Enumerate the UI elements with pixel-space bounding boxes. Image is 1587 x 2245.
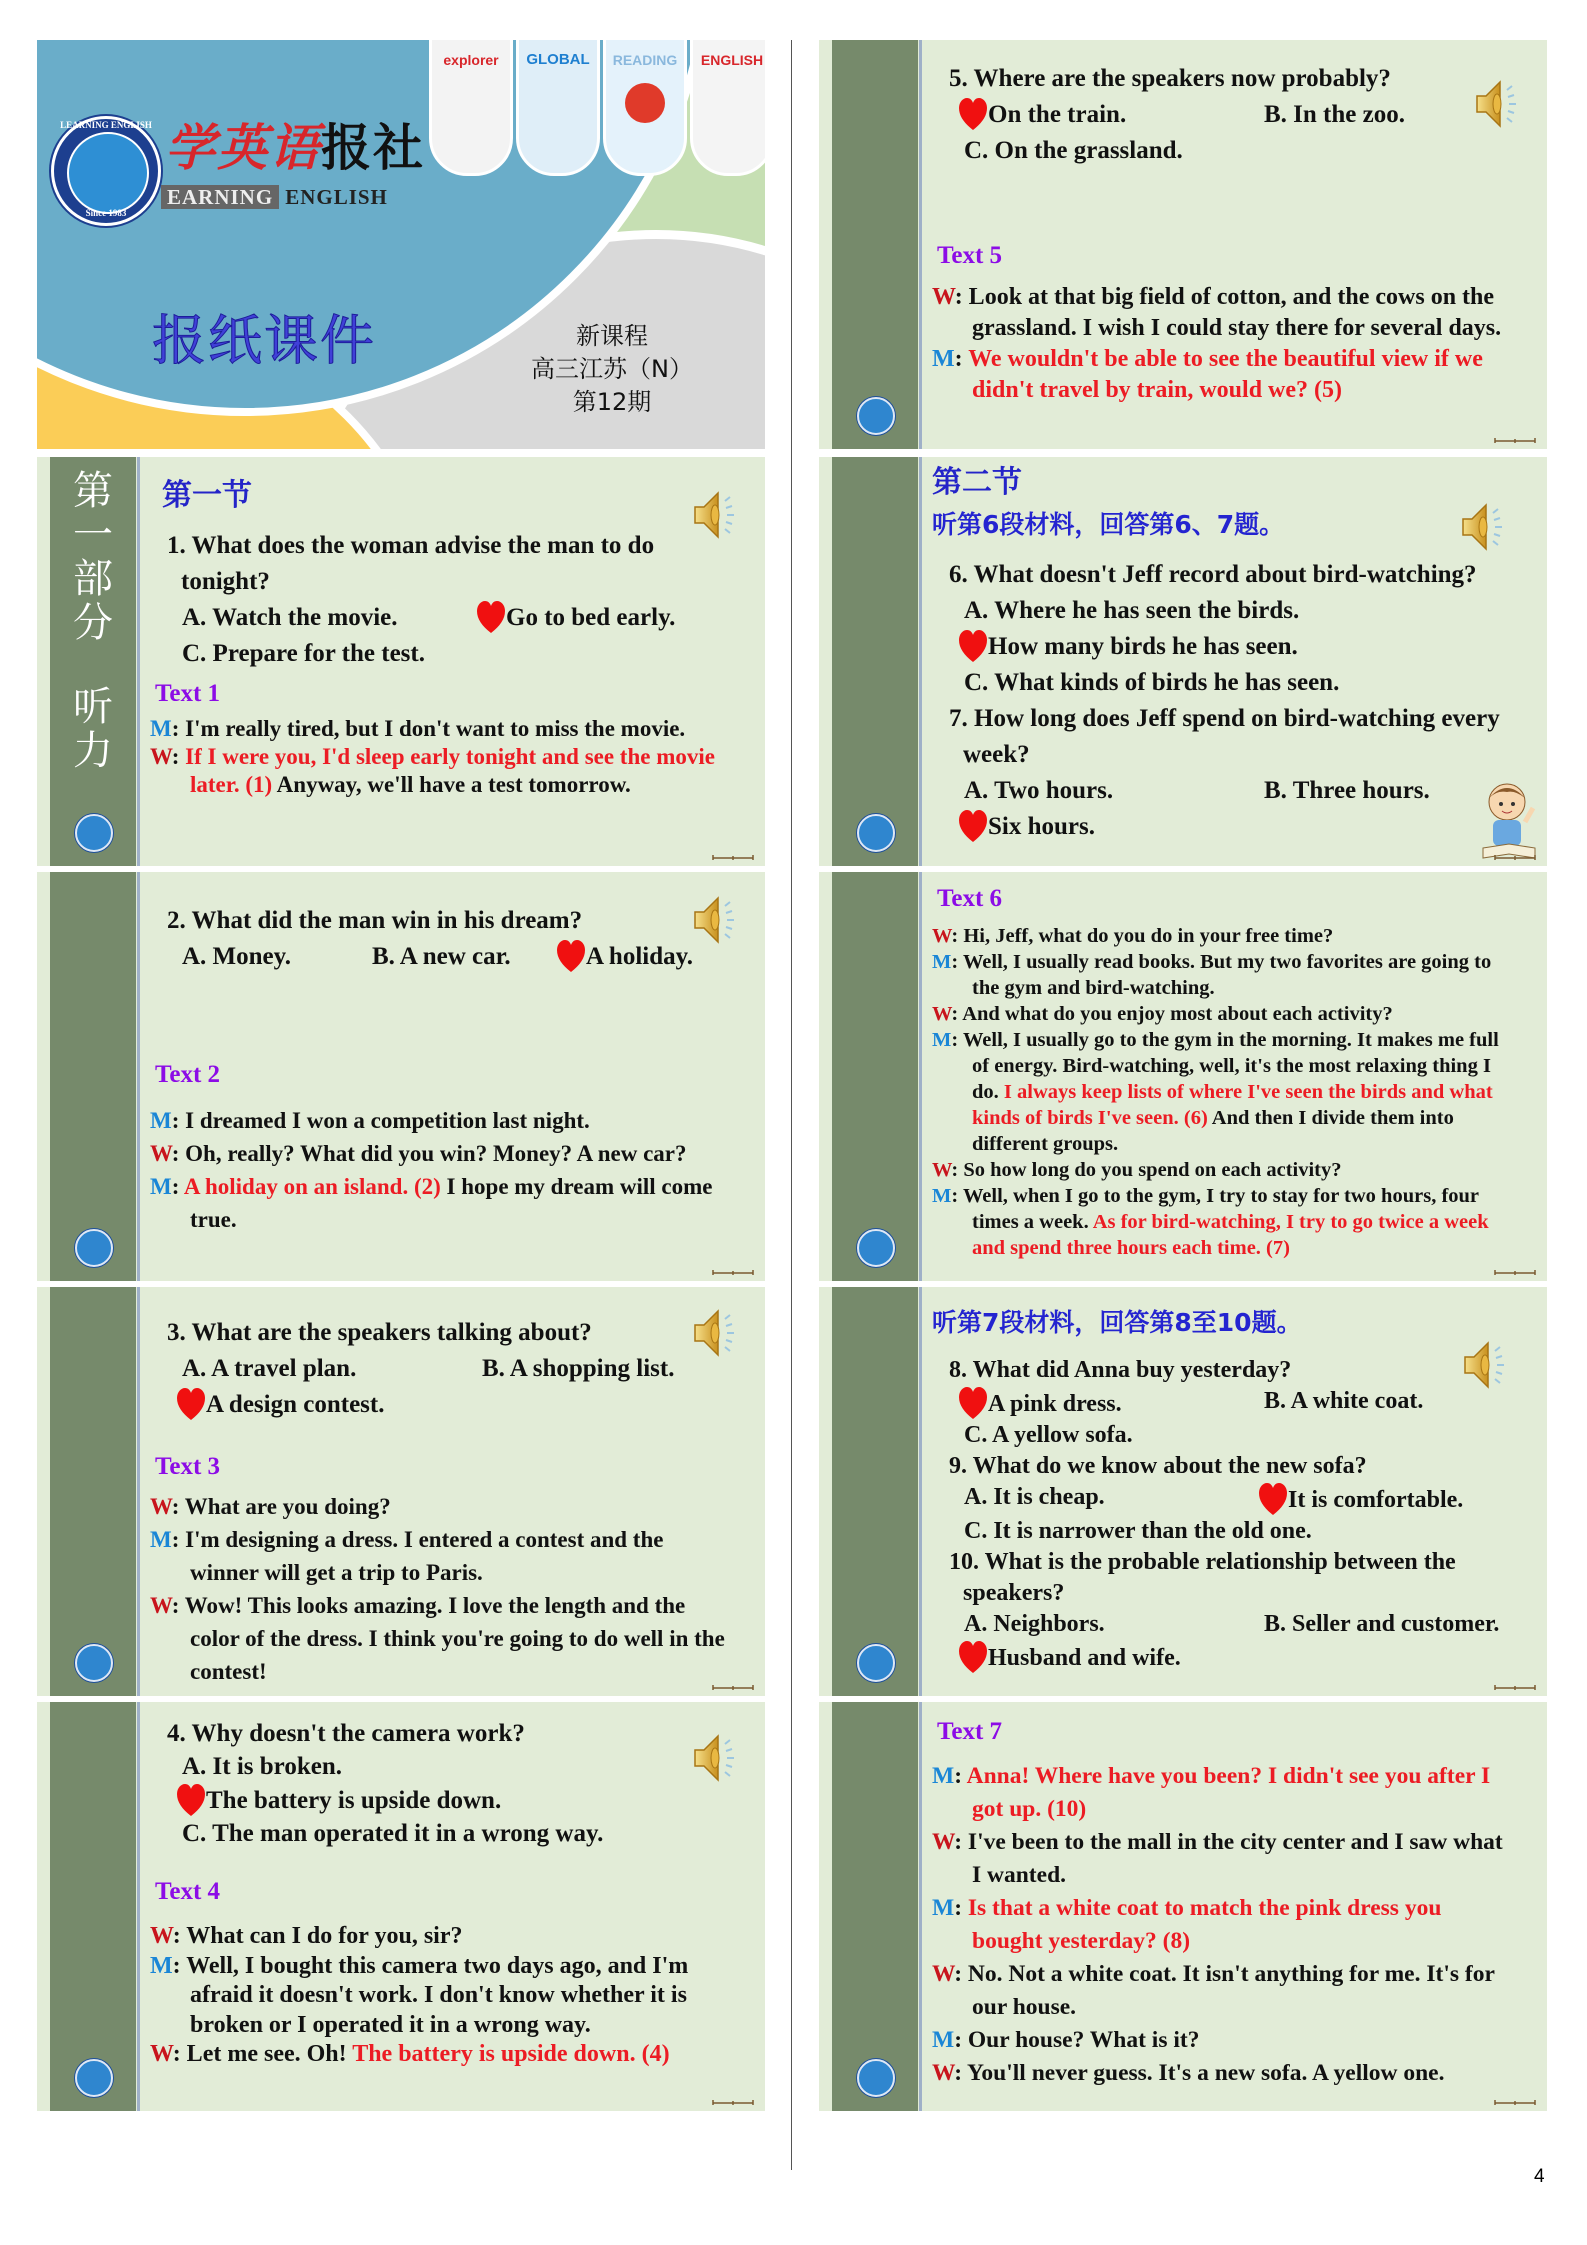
option[interactable] (1264, 1386, 1423, 1417)
instruction-heading: 听第6段材料，回答第6、7题。 (932, 510, 1285, 539)
option[interactable] (1264, 773, 1430, 809)
question-item (37, 903, 735, 975)
correct-option[interactable] (482, 600, 675, 636)
speaker-label: M (932, 1763, 955, 1789)
brand-name-black: 报社 (321, 120, 425, 176)
question-text: 4. Why doesn't the camera work? (167, 1720, 525, 1747)
logo-since-text: Since 1983 (85, 208, 127, 218)
dialogue-text: : (171, 744, 186, 769)
dialogue-line (819, 2024, 1517, 2057)
option-text: Go to bed early. (506, 604, 676, 631)
correct-answer-heart-icon (176, 1783, 206, 1817)
transcript-label: Text 1 (155, 680, 221, 707)
question-section (37, 903, 735, 975)
option-row (949, 1386, 1517, 1420)
option-text: B. A white coat. (1264, 1388, 1424, 1414)
transcript-label: Text 6 (937, 885, 1003, 912)
speaker-label: M (932, 1895, 955, 1921)
dialogue-line (37, 1490, 735, 1523)
question-text: 5. Where are the speakers now probably? (949, 65, 1391, 92)
speaker-label: W (150, 2041, 173, 2067)
newspaper-thumbnail (429, 40, 513, 176)
dialogue-line (819, 1027, 1517, 1157)
option-text: A. Watch the movie. (182, 604, 398, 631)
correct-answer-heart-icon (958, 97, 988, 131)
option-row (167, 1387, 735, 1423)
dialogue-text: : Oh, really? What did you win? Money? A new car? (171, 1141, 687, 1166)
return-nav-icon[interactable] (711, 1267, 755, 1277)
dialogue-text: And then I divide them into different groups. (972, 1107, 1454, 1155)
option-text: B. A shopping list. (482, 1355, 675, 1382)
speaker-label: W (150, 1923, 173, 1949)
option-text: A pink dress. (988, 1391, 1122, 1417)
correct-option[interactable] (1264, 1482, 1463, 1516)
question-text: 1. What does the woman advise the man to do tonight? (167, 532, 655, 595)
brand-name-en (161, 184, 388, 210)
option-text: B. Seller and customer. (1264, 1611, 1500, 1637)
course-type: 新课程 (576, 322, 648, 350)
part-label-char: 分 (73, 600, 113, 646)
speaker-label: W (932, 2060, 955, 2086)
brand-name-red: 学英语 (165, 120, 321, 176)
mascot-image (625, 83, 665, 123)
answer-evidence-text: Is that a white coat to match the pink dress you bought yesterday? (8) (967, 1895, 1442, 1954)
page-number: 4 (1534, 2166, 1545, 2187)
option[interactable] (182, 1750, 342, 1783)
masthead-text: READING (612, 52, 678, 68)
correct-answer-heart-icon (1258, 1482, 1288, 1516)
speaker-label: W (932, 284, 955, 310)
dialogue-text: I hope my dream will come true. (190, 1174, 713, 1232)
return-nav-icon[interactable] (711, 2097, 755, 2107)
brand-en-part1: EARNING (161, 185, 279, 209)
column-divider (791, 40, 792, 2170)
part-label-char: 一 (73, 512, 113, 558)
speaker-label: W (150, 1141, 172, 1166)
option-text: B. A new car. (372, 943, 511, 970)
newspaper-thumbnail (690, 40, 765, 176)
correct-option[interactable] (964, 97, 1264, 133)
dialogue-line (37, 1523, 735, 1589)
question-item (37, 1315, 735, 1423)
answer-evidence-text: A holiday on an island. (2) (183, 1174, 441, 1199)
return-nav-icon[interactable] (1493, 852, 1537, 862)
speaker-label: W (932, 1829, 955, 1855)
question-section (819, 1305, 1517, 1674)
option-row (167, 600, 735, 636)
dialogue-line (37, 1952, 735, 2041)
dialogue-text: : What can I do for you, sir? (172, 1923, 463, 1949)
section-heading: 第二节 (932, 465, 1022, 500)
transcript-section (819, 883, 1517, 1261)
dialogue-text: : Wow! This looks amazing. I love the length and the color of the dress. I think you're going to do well in the contest! (171, 1593, 725, 1684)
option-row (949, 593, 1517, 629)
speaker-label: M (150, 1527, 172, 1552)
transcript-label: Text 2 (155, 1061, 221, 1088)
dialogue-text: : (954, 1895, 968, 1921)
newspaper-thumbnail (603, 40, 687, 176)
dialogue-line (37, 1589, 735, 1688)
dialogue-line (819, 1958, 1517, 2024)
option-row (167, 1750, 735, 1783)
transcript-section (37, 1451, 735, 1688)
return-nav-icon[interactable] (711, 852, 755, 862)
dialogue-text: : I dreamed I won a competition last night. (171, 1108, 590, 1133)
slide (819, 1287, 1547, 1696)
speaker-label: W (932, 925, 952, 947)
return-nav-icon[interactable] (1493, 435, 1537, 445)
option-row (949, 629, 1517, 665)
correct-option[interactable] (964, 809, 1095, 845)
option[interactable] (964, 133, 1183, 169)
speaker-label: W (932, 1961, 955, 1987)
learning-english-logo (51, 116, 161, 226)
option[interactable] (964, 1609, 1264, 1640)
option[interactable] (482, 1351, 674, 1387)
dialogue-text: : Look at that big field of cotton, and the cows on the grassland. I wish I could stay there for several days. (954, 284, 1502, 341)
dialogue-text: : Let me see. Oh! (172, 2041, 353, 2067)
answer-evidence-text: The battery is upside down. (4) (352, 2041, 670, 2067)
answer-evidence-text: If I were you, I'd sleep early tonight and see the movie later. (1) (185, 744, 715, 797)
option-text: C. Prepare for the test. (182, 640, 425, 667)
dialogue-line (819, 282, 1517, 344)
return-nav-icon[interactable] (1493, 1267, 1537, 1277)
slide (37, 1287, 765, 1696)
option[interactable] (964, 1482, 1264, 1513)
dialogue-line (819, 2057, 1517, 2090)
question-text: 2. What did the man win in his dream? (167, 907, 583, 934)
correct-answer-heart-icon (958, 1640, 988, 1674)
option-text: Six hours. (988, 813, 1095, 840)
dialogue-line (819, 1157, 1517, 1183)
correct-answer-heart-icon (958, 629, 988, 663)
correct-option[interactable] (182, 1387, 384, 1423)
question-item (819, 557, 1517, 701)
speaker-label: W (932, 1003, 952, 1025)
correct-answer-heart-icon (556, 939, 586, 973)
dialogue-line (819, 1001, 1517, 1027)
correct-option[interactable] (182, 1783, 501, 1817)
transcript-section (37, 678, 735, 799)
dialogue-line (819, 923, 1517, 949)
instruction-heading: 听第7段材料，回答第8至10题。 (932, 1308, 1302, 1337)
part-label-char: 第 (73, 468, 113, 514)
issue-number: 第12期 (572, 388, 652, 416)
question-section (37, 476, 735, 672)
slide (819, 1702, 1547, 2111)
correct-option[interactable] (964, 1640, 1181, 1674)
question-text: 9. What do we know about the new sofa? (949, 1453, 1367, 1479)
transcript-section (37, 1059, 735, 1236)
answer-evidence-text: Anna! Where have you been? I didn't see you after I got up. (10) (966, 1763, 1491, 1822)
correct-option[interactable] (562, 939, 752, 975)
speaker-label: W (150, 744, 172, 769)
cover-slide (37, 40, 765, 449)
dialogue-line (37, 715, 735, 743)
answer-evidence-text: As for bird-watching, I try to go twice a week and spend three hours each time. (7) (972, 1211, 1489, 1259)
masthead-text: explorer (443, 52, 499, 68)
answer-evidence-text: We wouldn't be able to see the beautiful view if we didn't travel by train, would we? (5) (968, 346, 1483, 403)
logo-ring-text: LEARNING ENGLISH (60, 120, 152, 130)
dialogue-text: : Well, I usually go to the gym in the morning. It makes me full of energy. Bird-watching, well, it's the most relaxing thing I do. (951, 1029, 1499, 1103)
option-row (167, 1783, 735, 1817)
speaker-label: M (932, 1185, 952, 1207)
masthead-text: GLOBAL (526, 51, 590, 68)
section-heading: 第一节 (162, 478, 252, 513)
option-row (167, 1817, 735, 1850)
speaker-label: W (150, 1593, 172, 1618)
masthead-text: ENGLISH (700, 52, 764, 68)
question-text: 10. What is the probable relationship between the speakers? (949, 1549, 1456, 1606)
option-row (949, 773, 1517, 809)
section-label-char: 听 (73, 684, 113, 730)
correct-answer-heart-icon (476, 600, 506, 634)
option[interactable] (964, 593, 1299, 629)
option[interactable] (182, 600, 482, 636)
option-row (949, 1640, 1517, 1674)
option-text: C. The man operated it in a wrong way. (182, 1820, 604, 1847)
option-text: C. On the grassland. (964, 137, 1183, 164)
slide (37, 1702, 765, 2111)
option-text: A design contest. (206, 1391, 385, 1418)
correct-answer-heart-icon (958, 809, 988, 843)
option[interactable] (182, 939, 372, 975)
option-text: A. It is cheap. (964, 1484, 1105, 1510)
slide (819, 40, 1547, 449)
option-row (949, 1609, 1517, 1640)
correct-option[interactable] (964, 1386, 1264, 1420)
dialogue-line (819, 1892, 1517, 1958)
part-label-char: 部 (73, 556, 113, 602)
speaker-label: M (150, 716, 172, 741)
transcript-section (819, 240, 1517, 406)
transcript-label: Text 5 (937, 242, 1003, 269)
speaker-label: M (932, 1029, 952, 1051)
option-row (167, 636, 735, 672)
dialogue-line (37, 1170, 735, 1236)
speaker-label: M (150, 1174, 172, 1199)
grade-edition: 高三江苏（N） (531, 355, 693, 383)
dialogue-text: : Well, I usually read books. But my two favorites are going to the gym and bird-watching. (951, 951, 1492, 999)
question-text: 7. How long does Jeff spend on bird-watching every week? (949, 705, 1500, 768)
dialogue-line (37, 743, 735, 799)
slide (819, 872, 1547, 1281)
option-row (949, 133, 1517, 169)
dialogue-line (819, 1760, 1517, 1826)
transcript-label: Text 4 (155, 1878, 221, 1905)
question-item (819, 61, 1517, 169)
learning-english-logo-icon (75, 814, 113, 852)
question-section (37, 1315, 735, 1423)
question-item (819, 1547, 1517, 1674)
dialogue-text: : Well, I bought this camera two days ago, and I'm afraid it doesn't work. I don't know whether it is broken or I operated it in a wrong way. (172, 1952, 689, 2038)
option[interactable] (182, 1351, 482, 1387)
option-row (949, 1420, 1517, 1451)
option-text: How many birds he has seen. (988, 633, 1298, 660)
option[interactable] (964, 773, 1264, 809)
option[interactable] (964, 1516, 1312, 1547)
question-text: 3. What are the speakers talking about? (167, 1319, 592, 1346)
dialogue-line (37, 1104, 735, 1137)
slide (819, 457, 1547, 866)
course-title: 报纸课件 (152, 309, 376, 372)
option-text: C. It is narrower than the old one. (964, 1518, 1312, 1544)
option-row (949, 1516, 1517, 1547)
option-row (949, 809, 1517, 845)
cover-info (507, 320, 717, 419)
slide (37, 457, 765, 866)
option-text: B. In the zoo. (1264, 101, 1405, 128)
answer-evidence-text: I always keep lists of where I've seen the birds and what kinds of birds I've seen. (6) (972, 1081, 1493, 1129)
option-text: A holiday. (586, 943, 693, 970)
dialogue-line (819, 1826, 1517, 1892)
option-text: A. Money. (182, 943, 292, 970)
option-text: A. A travel plan. (182, 1355, 357, 1382)
newspaper-thumbnail (516, 40, 600, 176)
question-item (819, 1355, 1517, 1451)
dialogue-text: : You'll never guess. It's a new sofa. A yellow one. (954, 2060, 1445, 2086)
dialogue-text: : What are you doing? (171, 1494, 391, 1519)
transcript-section (819, 1716, 1517, 2090)
option-row (949, 665, 1517, 701)
return-nav-icon[interactable] (1493, 1682, 1537, 1692)
question-section (37, 1717, 735, 1850)
option[interactable] (372, 939, 562, 975)
option[interactable] (1264, 1609, 1499, 1640)
option-text: A. Neighbors. (964, 1611, 1105, 1637)
correct-answer-heart-icon (176, 1387, 206, 1421)
return-nav-icon[interactable] (1493, 2097, 1537, 2107)
question-text: 6. What doesn't Jeff record about bird-watching? (949, 561, 1477, 588)
option-text: A. Where he has seen the birds. (964, 597, 1300, 624)
dialogue-text: : I'm designing a dress. I entered a contest and the winner will get a trip to Paris. (171, 1527, 664, 1585)
dialogue-text: : (954, 1763, 967, 1789)
correct-option[interactable] (964, 629, 1298, 665)
question-item (37, 1717, 735, 1850)
dialogue-text: : (171, 1174, 184, 1199)
slide (37, 872, 765, 1281)
dialogue-text: : Hi, Jeff, what do you do in your free time? (951, 925, 1334, 947)
dialogue-text: : Our house? What is it? (954, 2027, 1200, 2053)
dialogue-text: : And what do you enjoy most about each activity? (951, 1003, 1393, 1025)
option[interactable] (964, 665, 1339, 701)
dialogue-text: : No. Not a white coat. It isn't anything for me. It's for our house. (954, 1961, 1495, 2020)
option-text: A. Two hours. (964, 777, 1114, 804)
option-row (167, 1351, 735, 1387)
dialogue-line (819, 1183, 1517, 1261)
option[interactable] (182, 636, 425, 672)
dialogue-text: : Well, when I go to the gym, I try to stay for two hours, four times a week. (951, 1185, 1479, 1233)
brand-name-cn (165, 120, 425, 176)
speaker-label: M (932, 2027, 955, 2053)
question-text: 8. What did Anna buy yesterday? (949, 1357, 1292, 1383)
dialogue-line (37, 1922, 735, 1952)
option-row (949, 1482, 1517, 1516)
question-section (819, 61, 1517, 169)
correct-answer-heart-icon (958, 1386, 988, 1420)
dialogue-text: : (954, 346, 969, 372)
option-text: The battery is upside down. (206, 1787, 502, 1814)
speaker-label: W (150, 1494, 172, 1519)
dialogue-text: Anyway, we'll have a test tomorrow. (272, 772, 631, 797)
option-text: It is comfortable. (1288, 1487, 1464, 1513)
question-item (819, 1451, 1517, 1547)
transcript-label: Text 3 (155, 1453, 221, 1480)
option-text: Husband and wife. (988, 1645, 1181, 1671)
option[interactable] (1264, 97, 1405, 133)
question-item (819, 701, 1517, 845)
dialogue-text: : So how long do you spend on each activity? (951, 1159, 1342, 1181)
section-label-char: 力 (73, 728, 113, 774)
dialogue-text: : I've been to the mall in the city center and I saw what I wanted. (954, 1829, 1503, 1888)
option-text: C. A yellow sofa. (964, 1422, 1133, 1448)
question-section (819, 463, 1517, 845)
speaker-label: M (150, 1952, 173, 1979)
dialogue-line (819, 949, 1517, 1001)
option[interactable] (182, 1817, 603, 1850)
option-row (167, 939, 735, 975)
speaker-label: M (150, 1108, 172, 1133)
option[interactable] (964, 1420, 1133, 1451)
option-text: A. It is broken. (182, 1753, 342, 1780)
brand-en-part2: ENGLISH (285, 185, 388, 209)
option-text: On the train. (988, 101, 1127, 128)
speaker-label: M (932, 951, 952, 973)
dialogue-line (37, 2040, 735, 2070)
option-text: C. What kinds of birds he has seen. (964, 669, 1340, 696)
question-item (37, 528, 735, 672)
dialogue-line (37, 1137, 735, 1170)
speaker-label: W (932, 1159, 952, 1181)
option-text: B. Three hours. (1264, 777, 1430, 804)
option-row (949, 97, 1517, 133)
speaker-label: M (932, 346, 955, 372)
dialogue-line (819, 344, 1517, 406)
transcript-section (37, 1876, 735, 2070)
transcript-label: Text 7 (937, 1718, 1003, 1745)
dialogue-text: : I'm really tired, but I don't want to miss the movie. (171, 716, 686, 741)
